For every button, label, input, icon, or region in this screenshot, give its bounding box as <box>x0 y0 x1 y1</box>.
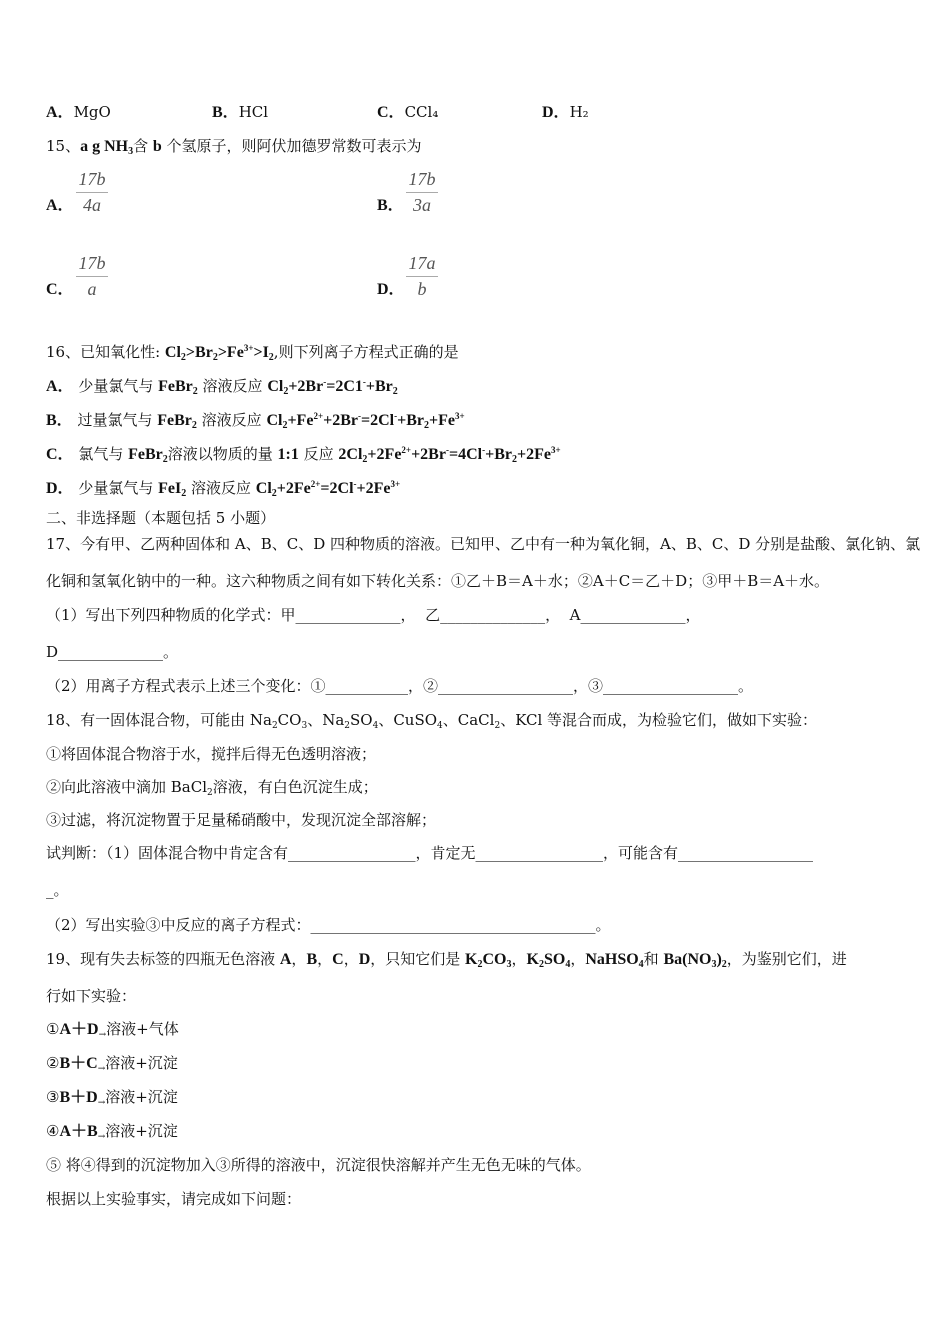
text-segment: 试判断：（1）固体混合物中肯定含有_________________，肯定无_________________，可能含有__________________ <box>46 844 814 862</box>
text-segment: B＋C <box>59 1055 98 1072</box>
denominator: a <box>87 279 97 299</box>
text-segment: 根据以上实验事实，请完成如下问题： <box>46 1190 302 1208</box>
text-segment: - <box>445 445 449 455</box>
text-segment: 19、现有失去标签的四瓶无色溶液 <box>46 950 280 968</box>
text-segment: ③ <box>46 1088 60 1106</box>
text-segment: +2Br <box>323 412 358 429</box>
text-segment: 3 <box>301 721 308 731</box>
text-segment: 2 <box>392 386 398 397</box>
text-segment: D______________。 <box>46 643 179 661</box>
q15-option-c-fraction <box>76 252 108 301</box>
text-segment: 2 <box>207 788 213 798</box>
text-segment: 2 <box>511 454 517 465</box>
text-segment: 过量氯气与 <box>72 411 158 429</box>
text-segment: （2）用离子方程式表示上述三个变化：①___________，②__________________，③__________________。 <box>46 677 754 695</box>
numerator: 17a <box>406 252 438 277</box>
denominator: 3a <box>413 195 431 215</box>
text-segment: A＋D <box>59 1021 99 1038</box>
text-segment: _。 <box>46 881 69 899</box>
text-segment: +2Br <box>411 446 446 463</box>
text-segment: >Br <box>185 344 213 361</box>
q14-option-c <box>377 102 438 123</box>
text-segment: ， <box>343 950 359 968</box>
text-segment: 、KCl 等混合而成，为检验它们，做如下实验： <box>500 711 818 729</box>
text-segment: 溶液+沉淀 <box>105 1088 178 1106</box>
text-segment: 2 <box>271 721 278 731</box>
text-segment: 2 <box>477 959 483 970</box>
text-segment: 二、非选择题（本题包括 5 小题） <box>46 509 276 527</box>
option-value: CCl₄ <box>404 103 439 121</box>
text-segment: A＋B <box>59 1123 98 1140</box>
text-segment: → <box>97 1098 106 1108</box>
q14-option-a <box>46 102 111 123</box>
text-segment: +2Fe <box>356 480 391 497</box>
text-segment: 3+ <box>454 411 465 421</box>
q15-option-b-fraction <box>406 168 438 217</box>
q15-option-c-label: C． <box>46 281 74 298</box>
text-segment: C． <box>46 446 74 463</box>
option-value: MgO <box>73 103 111 121</box>
denominator: b <box>417 279 427 299</box>
text-segment: +2Fe <box>367 446 402 463</box>
text-segment: 3+ <box>550 445 561 455</box>
q16-option-c <box>46 440 561 465</box>
text-segment: → <box>97 1132 106 1142</box>
q15-option-b-label: B． <box>377 197 404 214</box>
text-segment: ， <box>570 950 586 968</box>
text-segment: ,则下列离子方程式正确的是 <box>273 343 459 361</box>
q15-option-a-fraction <box>76 168 108 217</box>
text-segment: +Br <box>397 412 424 429</box>
text-segment: SO <box>543 951 566 968</box>
text-segment: NaHSO <box>585 951 639 968</box>
option-label: D． <box>542 104 570 121</box>
text-segment: K <box>465 951 478 968</box>
text-segment: 溶液+沉淀 <box>105 1054 178 1072</box>
text-segment: +2Fe <box>276 480 311 497</box>
text-segment: → <box>98 1030 107 1040</box>
text-segment: ) <box>716 951 722 968</box>
text-segment: CO <box>482 951 507 968</box>
text-segment: 2+ <box>313 411 324 421</box>
text-segment: FeBr <box>157 412 192 429</box>
text-segment: - <box>323 377 327 387</box>
text-segment: +Fe <box>428 412 455 429</box>
q18-part-1 <box>46 843 813 863</box>
text-segment: =2Cl <box>360 412 395 429</box>
text-segment: 2 <box>192 386 198 397</box>
text-segment: FeI <box>158 480 182 497</box>
numerator: 17b <box>76 252 108 277</box>
text-segment: =4Cl <box>448 446 483 463</box>
text-segment: >Fe <box>217 344 244 361</box>
text-segment: 溶液，有白色沉淀生成； <box>212 778 378 796</box>
text-segment: 16、已知氧化性: <box>46 343 165 361</box>
text-segment: A <box>279 951 292 968</box>
q19-stem <box>46 949 847 969</box>
text-segment: → <box>97 1064 106 1074</box>
text-segment: 化铜和氢氧化钠中的一种。这六种物质之间有如下转化关系：①乙＋B＝A＋水；②A＋C＝乙＋D；③甲＋B＝A＋水。 <box>46 572 830 590</box>
section-heading <box>46 508 275 528</box>
text-segment: ④ <box>46 1122 60 1140</box>
text-segment: 行如下实验： <box>46 987 137 1005</box>
text-segment: +Fe <box>287 412 314 429</box>
text-segment: （2）写出实验③中反应的离子方程式：______________________________________。 <box>46 916 611 934</box>
text-segment: B <box>306 951 318 968</box>
text-segment: 2 <box>212 352 218 363</box>
text-segment: Cl <box>164 344 181 361</box>
text-segment: 个氢原子，则阿伏加德罗常数可表示为 <box>161 137 422 155</box>
text-segment: 18、有一固体混合物，可能由 Na <box>46 711 272 729</box>
text-segment: 2 <box>721 959 727 970</box>
text-segment: =2Cl <box>320 480 354 497</box>
text-segment: ， <box>291 950 307 968</box>
text-segment: 氯气与 <box>73 445 129 463</box>
q19-exp-5 <box>46 1155 591 1175</box>
text-segment: Cl <box>255 480 272 497</box>
text-segment: FeBr <box>158 378 193 395</box>
text-segment: FeBr <box>128 446 163 463</box>
text-segment: 溶液反应 <box>197 377 268 395</box>
q17-part-2 <box>46 676 753 696</box>
q17-line-2 <box>46 571 829 591</box>
text-segment: b <box>152 138 162 155</box>
option-label: C． <box>377 104 405 121</box>
text-segment: 2 <box>423 420 429 431</box>
text-segment: C <box>332 951 344 968</box>
text-segment: 溶液反应 <box>186 479 256 497</box>
text-segment: ， <box>317 950 333 968</box>
text-segment: +2Br <box>288 378 324 395</box>
text-segment: A． <box>46 378 74 395</box>
text-segment: ， <box>511 950 527 968</box>
text-segment: 2 <box>181 488 187 499</box>
text-segment: 3+ <box>390 479 401 489</box>
q18-stem <box>46 710 817 730</box>
text-segment: 少量氯气与 <box>73 479 159 497</box>
q17-part-1-cont <box>46 642 178 662</box>
denominator: 4a <box>83 195 101 215</box>
option-label: A． <box>46 104 74 121</box>
text-segment: 、CuSO <box>378 711 438 729</box>
text-segment: D <box>358 951 371 968</box>
text-segment: ⑤ 将④得到的沉淀物加入③所得的溶液中，沉淀很快溶解并产生无色无味的气体。 <box>46 1156 591 1174</box>
q17-line-1 <box>46 534 920 554</box>
text-segment: 、CaCl <box>442 711 495 729</box>
text-segment: 、Na <box>307 711 345 729</box>
text-segment: - <box>357 411 361 421</box>
q19-exp-4 <box>46 1121 178 1141</box>
text-segment: 3 <box>711 959 717 970</box>
text-segment: 溶液反应 <box>196 411 267 429</box>
q19-prompt <box>46 1189 301 1209</box>
text-segment: 和 <box>643 950 664 968</box>
text-segment: 4 <box>565 959 571 970</box>
q14-option-d <box>542 102 589 123</box>
text-segment: ①将固体混合物溶于水，搅拌后得无色透明溶液； <box>46 745 377 763</box>
q18-step-1 <box>46 744 376 764</box>
text-segment: a g NH <box>80 138 129 155</box>
text-segment: 4 <box>437 721 443 731</box>
text-segment: >I <box>253 344 269 361</box>
text-segment: 4 <box>638 959 644 970</box>
q18-part-2 <box>46 915 611 935</box>
option-label: B． <box>212 104 239 121</box>
q16-stem <box>46 338 459 363</box>
q14-option-b <box>212 102 268 123</box>
text-segment: 2 <box>344 721 350 731</box>
text-segment: 2 <box>283 386 289 397</box>
text-segment: （1）写出下列四种物质的化学式：甲______________， 乙______________， A______________， <box>46 606 701 624</box>
text-segment: - <box>482 445 486 455</box>
q16-option-a <box>46 372 398 397</box>
q18-part-1-cont <box>46 880 69 900</box>
text-segment: ② <box>46 1054 60 1072</box>
text-segment: 2 <box>494 721 501 731</box>
text-segment: 1:1 <box>277 446 299 463</box>
text-segment: 2 <box>180 352 186 363</box>
q15-stem <box>46 136 422 156</box>
text-segment: 2 <box>268 352 274 363</box>
text-segment: 含 <box>133 137 153 155</box>
q19-exp-2 <box>46 1053 178 1073</box>
text-segment: B＋D <box>59 1089 98 1106</box>
text-segment: =2C1 <box>326 378 363 395</box>
text-segment: Ba(NO <box>663 951 712 968</box>
text-segment: - <box>362 377 366 387</box>
text-segment: 2 <box>362 454 368 465</box>
text-segment: +Br <box>485 446 512 463</box>
option-value: HCl <box>238 103 269 121</box>
text-segment: ，为鉴别它们，进 <box>726 950 847 968</box>
q15-option-a-label: A． <box>46 197 74 214</box>
text-segment: 17、今有甲、乙两种固体和 A、B、C、D 四种物质的溶液。已知甲、乙中有一种为氧化铜，A、B、C、D 分别是盐酸、氯化钠、氯 <box>46 535 921 553</box>
q18-step-2 <box>46 777 378 797</box>
q15-option-d-label: D． <box>377 281 405 298</box>
text-segment: - <box>394 411 398 421</box>
text-segment: D． <box>46 480 74 497</box>
q19-stem-cont <box>46 986 136 1006</box>
text-segment: ③过滤，将沉淀物置于足量稀硝酸中，发现沉淀全部溶解； <box>46 811 437 829</box>
q19-exp-1 <box>46 1019 179 1039</box>
q15-option-d-fraction <box>406 252 438 301</box>
text-segment: 溶液+气体 <box>106 1020 179 1038</box>
text-segment: Cl <box>266 412 283 429</box>
text-segment: CO <box>277 711 302 729</box>
text-segment: - <box>353 479 357 489</box>
text-segment: ②向此溶液中滴加 BaCl <box>46 778 208 796</box>
text-segment: 15、 <box>46 137 81 155</box>
text-segment: 2Cl <box>338 446 363 463</box>
text-segment: 2 <box>162 454 168 465</box>
q18-step-3 <box>46 810 436 830</box>
q19-exp-3 <box>46 1087 178 1107</box>
text-segment: 溶液+沉淀 <box>105 1122 178 1140</box>
q16-option-d <box>46 474 401 499</box>
text-segment: 2+ <box>310 479 321 489</box>
text-segment: 2 <box>538 959 544 970</box>
text-segment: 3 <box>128 146 134 157</box>
text-segment: K <box>526 951 539 968</box>
text-segment: +2Fe <box>516 446 551 463</box>
option-value: H₂ <box>569 103 589 121</box>
numerator: 17b <box>76 168 108 193</box>
text-segment: 4 <box>372 721 379 731</box>
text-segment: 反应 <box>298 445 339 463</box>
text-segment: 3+ <box>243 343 254 353</box>
numerator: 17b <box>406 168 438 193</box>
text-segment: 2 <box>271 488 277 499</box>
text-segment: 溶液以物质的量 <box>167 445 278 463</box>
text-segment: ① <box>46 1020 60 1038</box>
text-segment: 少量氯气与 <box>73 377 159 395</box>
text-segment: 2 <box>191 420 197 431</box>
text-segment: 3 <box>506 959 512 970</box>
text-segment: ，只知它们是 <box>370 950 466 968</box>
text-segment: +Br <box>365 378 393 395</box>
q17-part-1 <box>46 605 700 625</box>
text-segment: 2+ <box>401 445 412 455</box>
text-segment: SO <box>350 711 373 729</box>
text-segment: Cl <box>267 378 284 395</box>
text-segment: B． <box>46 412 73 429</box>
q16-option-b <box>46 406 465 431</box>
text-segment: 2 <box>282 420 288 431</box>
